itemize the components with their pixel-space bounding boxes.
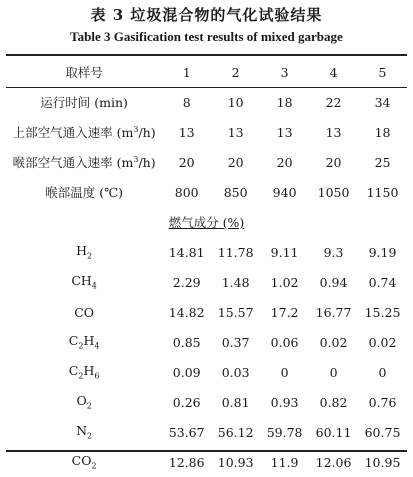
cell-value: 8: [182, 94, 191, 110]
cell-value: 20: [325, 154, 342, 170]
cell-value: 56.12: [217, 424, 254, 440]
cell-value: 60.11: [315, 424, 352, 440]
cell-value: 0.93: [270, 394, 299, 410]
row-label: 运行时间 (min): [40, 95, 128, 110]
table-row: [6, 417, 407, 447]
table-row: [6, 177, 407, 207]
table-row: [6, 87, 407, 117]
cell-value: 2.29: [172, 274, 201, 290]
cell-value: 1.48: [221, 274, 250, 290]
cell-value: 17.2: [270, 304, 299, 320]
cell-value: 9.19: [368, 244, 397, 260]
cell-value: 14.82: [168, 304, 205, 320]
sample-number: 5: [378, 64, 387, 80]
cell-value: 1150: [366, 184, 399, 200]
gas-label-co2: $CO_2$: [71, 453, 97, 471]
cell-value: 0: [378, 364, 387, 380]
sample-number: 4: [329, 64, 338, 80]
sample-number: 2: [231, 64, 240, 80]
cell-value: 13: [325, 124, 342, 140]
sample-header-label: 取样号: [65, 65, 103, 80]
cell-value: 53.67: [168, 424, 205, 440]
cell-value: 0.85: [172, 334, 201, 350]
cell-value: 9.11: [270, 244, 299, 260]
cell-value: 1.02: [270, 274, 299, 290]
cell-value: 22: [325, 94, 342, 110]
gas-label-n2: $N_2$: [76, 423, 93, 441]
cell-value: 20: [227, 154, 244, 170]
cell-value: 10: [227, 94, 244, 110]
cell-value: 13: [178, 124, 195, 140]
table-row: [6, 267, 407, 297]
row-label: 喉部空气通入速率 $(m^3/h)$: [12, 154, 156, 170]
cell-value: 18: [276, 94, 293, 110]
cell-value: 0.09: [172, 364, 201, 380]
cell-value: 11.9: [270, 454, 299, 470]
gas-label-co: CO: [74, 304, 95, 320]
cell-value: 15.57: [217, 304, 254, 320]
cell-value: 0.74: [368, 274, 397, 290]
cell-value: 0.81: [221, 394, 250, 410]
row-label: 上部空气通入速率 $(m^3/h)$: [12, 124, 156, 140]
cell-value: 20: [276, 154, 293, 170]
cell-value: 59.78: [266, 424, 303, 440]
cell-value: 0.82: [319, 394, 348, 410]
table-row: [6, 147, 407, 177]
cell-value: 15.25: [364, 304, 401, 320]
gas-composition-heading-row: [6, 207, 407, 237]
gas-composition-heading: 燃气成分 (%): [168, 215, 245, 230]
cell-value: 940: [272, 184, 297, 200]
cell-value: 0.02: [319, 334, 348, 350]
cell-value: 60.75: [364, 424, 401, 440]
gas-label-h2: $H_2$: [76, 243, 93, 261]
cell-value: 0: [329, 364, 338, 380]
table-row: [6, 387, 407, 417]
cell-value: 10.93: [217, 454, 254, 470]
cell-value: 0.76: [368, 394, 397, 410]
gas-label-ch4: $CH_4$: [71, 273, 97, 291]
cell-value: 13: [227, 124, 244, 140]
table-row: [6, 117, 407, 147]
cell-value: 25: [374, 154, 391, 170]
cell-value: 34: [374, 94, 391, 110]
cell-value: 0.03: [221, 364, 250, 380]
gas-label-c2h6: $C_2H_6$: [68, 363, 100, 381]
sample-number: 1: [182, 64, 191, 80]
cell-value: 0.94: [319, 274, 348, 290]
cell-value: 9.3: [323, 244, 344, 260]
cell-value: 16.77: [315, 304, 352, 320]
cell-value: 20: [178, 154, 195, 170]
cell-value: 0.02: [368, 334, 397, 350]
table-header-row: [6, 57, 407, 87]
cell-value: 0.26: [172, 394, 201, 410]
gas-label-o2: $O_2$: [76, 393, 92, 411]
cell-value: 18: [374, 124, 391, 140]
cell-value: 800: [174, 184, 199, 200]
table-row: [6, 297, 407, 327]
cell-value: 1050: [317, 184, 350, 200]
gas-label-c2h4: $C_2H_4$: [68, 333, 100, 351]
table-row: [6, 237, 407, 267]
cell-value: 13: [276, 124, 293, 140]
row-label: 喉部温度 (℃): [45, 185, 123, 200]
cell-value: 10.95: [364, 454, 401, 470]
cell-value: 0: [280, 364, 289, 380]
table-row: [6, 447, 407, 477]
cell-value: 12.06: [315, 454, 352, 470]
table-row: [6, 357, 407, 387]
table-title-cn: 表 3 垃圾混合物的气化试验结果: [90, 6, 323, 24]
cell-value: 12.86: [168, 454, 205, 470]
results-table: [6, 57, 407, 477]
sample-number: 3: [280, 64, 289, 80]
top-rule: [6, 54, 407, 56]
cell-value: 0.37: [221, 334, 250, 350]
cell-value: 14.81: [168, 244, 205, 260]
table-row: [6, 327, 407, 357]
cell-value: 850: [223, 184, 248, 200]
table-title-en: Table 3 Gasification test results of mixed garbage: [70, 29, 343, 44]
cell-value: 0.06: [270, 334, 299, 350]
cell-value: 11.78: [217, 244, 254, 260]
